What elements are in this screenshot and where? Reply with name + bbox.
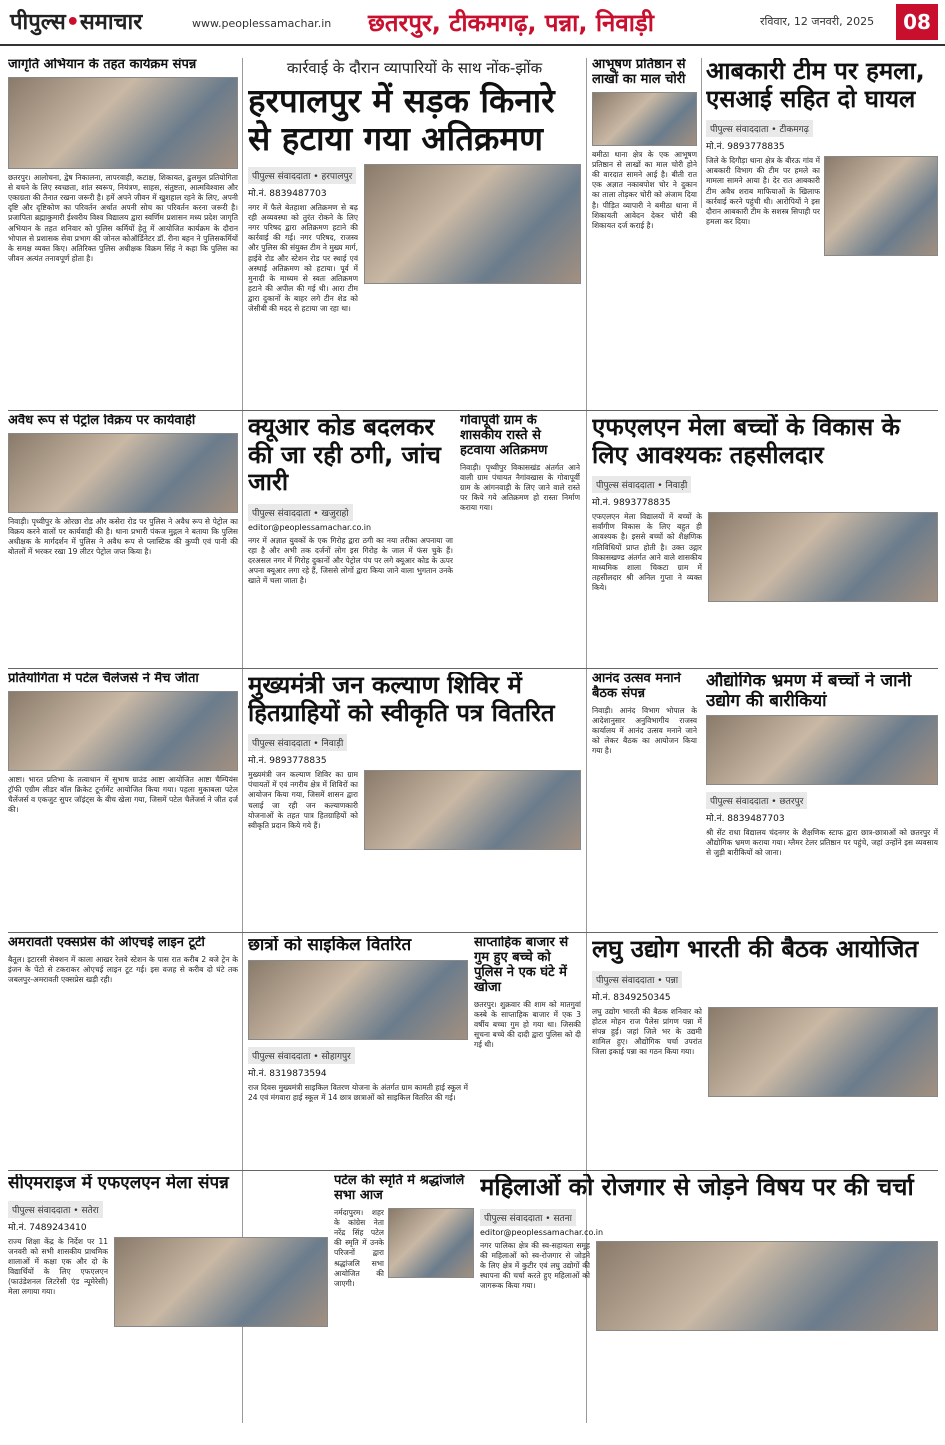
reporter-mobile: मो.नं. 9893778835 xyxy=(592,498,671,509)
article-cm-shivir xyxy=(248,672,581,928)
newspaper-logo[interactable] xyxy=(10,6,142,36)
article-byline: पीपुल्स संवाददाता • निवाड़ी xyxy=(248,734,347,751)
article-body: राज्य शिक्षा केंद्र के निर्देश पर 11 जनवरी को सभी शासकीय प्राथमिक शालाओं में कक्षा एक और दो के विद्यार्थियों के लिए एफएलएन (फाउंडेशनल लिटरेसी एंड न्यूमेरेसी) मेला लगाया गया। xyxy=(8,1236,108,1297)
article-laghu xyxy=(592,936,938,1166)
article-headline: गोवापूर्वी ग्राम के शासकीय रास्ते से हटवाया अतिक्रमण xyxy=(460,414,548,458)
article-headline: साप्ताहिक बाजार से गुम हुए बच्चे को पुलिस ने एक घंटे में खोजा xyxy=(474,936,569,995)
article-abkari xyxy=(706,58,938,406)
editor-email[interactable]: editor@peoplessamachar.co.in xyxy=(480,1227,604,1237)
article-body: नगर पालिका क्षेत्र की स्व-सहायता समूह की महिलाओं को स्व-रोजगार से जोड़ने के लिए क्षेत्र में कुटीर एवं लघु उद्योगों की स्थापना की चर्चा करते हुए महिलाओं को जागरूक किया गया। xyxy=(480,1240,590,1291)
article-headline: आबकारी टीम पर हमला, एसआई सहित दो घायल xyxy=(706,58,925,113)
row-divider xyxy=(8,410,938,411)
edition-title: छतरपुर, टीकमगढ़, पन्ना, निवाड़ी xyxy=(368,9,654,37)
article-harpalpur xyxy=(248,58,581,406)
article-photo xyxy=(364,770,581,850)
reporter-mobile: मो.नं. 9893778835 xyxy=(706,142,785,153)
reporter-mobile: मो.नं. 8349250345 xyxy=(592,992,671,1003)
article-body: नगर में अज्ञात युवकों के एक गिरोह द्वारा ठगी का नया तरीका अपनाया जा रहा है और अभी तक दर्जनों लोग इस गिरोह के जाल में फंस चुके हैं। दरअसल नगर में गिरोह दुकानों और पेट्रोल पंप पर लगे क्यूआर कोड के ऊपर अपना क्यूआर लगा रहे हैं, जिससे लोगों द्वारा किया जाने वाला भुगतान उनके खाते में चला जाता है। xyxy=(248,535,453,586)
article-jagruti xyxy=(8,58,238,406)
article-body: नगर में फैले बेतहाशा अतिक्रमण से बढ़ रही अव्यवस्था को तुरंत रोकने के लिए नगर परिषद द्वारा अतिक्रमण हटाने की कार्रवाई की गई। नगर परिषद, राजस्व और पुलिस की संयुक्त टीम ने मुख्य मार्ग, हाईवे रोड और स्टेशन रोड पर स्थाई एवं अस्थाई अतिक्रमण को हटाया। पूर्व में मुनादी के माध्यम से स्वतः अतिक्रमण हटाने की अपील की गई थी। आरा टीम द्वारा दुकानों के बाहर लगे टीन शेड को जेसीबी की मदद से हटाया जा रहा था। xyxy=(248,202,358,314)
article-byline: पीपुल्स संवाददाता • खजुराहो xyxy=(248,504,353,521)
article-body: बमीठा थाना क्षेत्र के एक आभूषण प्रतिष्ठान से लाखों का माल चोरी होने की वारदात सामने आई है। बीती रात एक अज्ञात नकाबपोश चोर ने दुकान का ताला तोड़कर चोरी को अंजाम दिया है। पीड़ित व्यापारी ने बमीठा थाना में शिकायती आवेदन देकर चोरी की शिकायत दर्ज कराई है। xyxy=(592,149,697,230)
article-headline: मुख्यमंत्री जन कल्याण शिविर में हितग्राहियों को स्वीकृति पत्र वितरित xyxy=(248,672,555,727)
article-photo xyxy=(706,715,938,785)
website-url[interactable]: www.peoplessamachar.in xyxy=(192,17,332,30)
article-photo xyxy=(8,691,238,771)
article-abhushan xyxy=(592,58,697,406)
article-cm-rise xyxy=(8,1174,328,1436)
article-body: लघु उद्योग भारती की बैठक शनिवार को होटल मोहन राज पैलेस प्रांगण पन्ना में संपन्न हुई। जहां जिले भर के उद्यमी शामिल हुए। औद्योगिक चर्चा उपरांत जिला इकाई पन्ना का गठन किया गया। xyxy=(592,1006,702,1057)
article-headline: अमरावती एक्सप्रेस की ओएचई लाइन टूटी xyxy=(8,936,205,950)
article-fln-mela xyxy=(592,414,938,664)
article-body: एफएलएन मेला विद्यालयों में बच्चों के सर्वांगीण विकास के लिए बहुत ही आवश्यक है। इससे बच्चों को शैक्षणिक गतिविधियों प्राप्त होती है। उक्त उद्गार विकासखण्ड अंतर्गत आने वाले शासकीय माध्यमिक शाला चिकटा ग्राम में तहसीलदार श्री अनिल गुप्ता ने व्यक्त किये। xyxy=(592,512,702,593)
article-body: निवाड़ी। आनंद विभाग भोपाल के आदेशानुसार अनुविभागीय राजस्व कार्यालय में आनंद उत्सव मनाने जाने को लेकर बैठक का आयोजन किया गया है। xyxy=(592,705,697,756)
article-kicker: कार्रवाई के दौरान व्यापारियों के साथ नोंक-झोंक xyxy=(286,59,543,77)
article-byline: पीपुल्स संवाददाता • टीकमगढ़ xyxy=(706,120,813,137)
article-patel xyxy=(8,672,238,928)
article-body: छतरपुर। आलोचना, द्वेष निकालना, लापरवाही, कटाक्ष, शिकायत, ढुलमुल प्रतियोगिता से बचने के लिए स्वच्छता, शांत स्वरूप, नियंत्रण, साहस, संतुष्टता, आत्मविश्वास और एकाग्रता की तैनात रखना जरूरी है। हमें अपने जीवन में खुशहाल रहने के लिए, अपनी दृष्टि और दृष्टिकोण का परिवर्तन अर्थात अपनी सोच का परिवर्तन करना जरूरी है। प्रजापिता ब्रह्माकुमारी ईश्वरीय विश्व विद्यालय द्वारा स्वर्णिम प्रशासन मध्य प्रदेश जागृति अभियान के तहत शनिवार को पुलिस कर्मियों हेतु में आयोजित कार्यक्रम के दौरान भोपाल से प्रशासक सेवा प्रभाग की जोनल कोऑर्डिनेटर डॉ. रीना बहन ने पुलिसकर्मियों के समक्ष व्यक्त किए। अतिरिक्त पुलिस अधीक्षक विक्रम सिंह ने कहा कि पुलिस का जीवन अत्यंत तनावपूर्ण होता है। xyxy=(8,172,238,263)
article-byline: पीपुल्स संवाददाता • छतरपुर xyxy=(706,792,807,809)
article-audyogik xyxy=(706,672,938,928)
article-cycle xyxy=(248,936,468,1166)
row-divider xyxy=(8,668,938,669)
article-byline: पीपुल्स संवाददाता • पन्ना xyxy=(592,971,682,988)
article-photo xyxy=(824,156,938,256)
column-divider xyxy=(701,58,702,208)
article-headline: एफएलएन मेला बच्चों के विकास के लिए आवश्यकः तहसीलदार xyxy=(592,414,901,469)
article-headline: औद्योगिक भ्रमण में बच्चों ने जानी उद्योग की बारीकियां xyxy=(706,672,912,711)
article-headline: छात्रों को साइकिल वितरित xyxy=(248,936,412,955)
article-headline: सीएमराइज में एफएलएन मेला संपन्न xyxy=(8,1174,229,1193)
article-photo xyxy=(708,1007,938,1097)
article-body: निवाड़ी। पृथ्वीपुर के ओरछा रोड और कसेरा रोड पर पुलिस ने अवैध रूप से पेट्रोल का विक्रय करने वालों पर कार्यवाही की है। थाना प्रभारी पंकज मुद्गल ने बताया कि पुलिस अधीक्षक के मार्गदर्शन में पुलिस ने अवैध रूप से प्लास्टिक की कुप्पी एवं पानी की बोतलों में भरकर रखा 19 लीटर पेट्रोल जप्त किया है। xyxy=(8,516,238,557)
article-amravati xyxy=(8,936,238,1166)
article-body: मुख्यमंत्री जन कल्याण शिविर का ग्राम पंचायतों में एवं नगरीय क्षेत्र में शिविरों का आयोजन किया गया, जिसमें शासन द्वारा चलाई जा रही जन कल्याणकारी योजनाओं के तहत पात्र हितग्राहियों को स्वीकृति प्रदान किये गये हैं। xyxy=(248,770,358,830)
article-headline: प्रतियोगिता में पटेल चैलेंजर्स ने मैच जीता xyxy=(8,672,199,686)
article-headline: क्यूआर कोड बदलकर की जा रही ठगी, जांच जारी xyxy=(248,414,441,497)
masthead xyxy=(0,0,945,46)
article-headline: आनंद उत्सव मनाने बैठक संपन्न xyxy=(592,672,681,701)
logo-dot: • xyxy=(65,10,80,35)
article-headline: पटेल की स्मृति में श्रद्धांजलि सभा आज xyxy=(334,1174,465,1203)
article-body: आष्टा। भारत प्रतिभा के तत्वाधान में सुभाष ग्राउंड आष्टा आयोजित आष्टा चैम्पियंस ट्रॉफी एग्रीम लीडर बॉल क्रिकेट टूर्नामेंट आयोजित किया गया। पहला मुकाबला पटेल चैलेंजर्स व एकजुट सुपर जॉइंट्स के बीच खेला गया, जिसमें पटेल चैलेंजर्स ने जीत दर्ज की। xyxy=(8,774,238,815)
logo-left-text: पीपुल्स xyxy=(10,10,66,35)
article-photo xyxy=(364,164,581,284)
article-mahila xyxy=(480,1174,938,1436)
reporter-mobile: मो.नं. 8319873594 xyxy=(248,1068,327,1079)
reporter-mobile: मो.नं. 8839487703 xyxy=(706,814,785,825)
reporter-mobile: मो.नं. 9893778835 xyxy=(248,756,327,767)
article-byline: पीपुल्स संवाददाता • सतना xyxy=(480,1209,576,1226)
article-photo xyxy=(596,1241,938,1331)
article-body: छतरपुर। शुक्रवार की शाम को मातगुवां कस्बे के साप्ताहिक बाजार में एक 3 वर्षीय बच्चा गुम हो गया था। जिसकी सूचना बच्चे की दादी द्वारा पुलिस को दी गई थी। xyxy=(474,999,581,1050)
article-qr-code xyxy=(248,414,453,664)
article-headline: अवैध रूप से पेट्रोल विक्रय पर कार्यवाही xyxy=(8,414,196,428)
article-patel-smriti xyxy=(334,1174,474,1436)
reporter-mobile: मो.नं. 7489243410 xyxy=(8,1222,87,1233)
article-byline: पीपुल्स संवाददाता • हरपालपुर xyxy=(248,167,356,184)
article-body: जिले के दिगौड़ा थाना क्षेत्र के बीरऊ गांव में आबकारी विभाग की टीम पर हमले का मामला सामने आया है। देर रात आबकारी टीम अवैध शराब माफियाओं के खिलाफ कार्रवाई करने पहुंची थी। आरोपियों ने इस दौरान आबकारी टीम के सशस्त्र सिपाही पर हमला कर दिया। xyxy=(706,156,820,226)
article-photo xyxy=(592,92,697,146)
article-headline: आभूषण प्रतिष्ठान से लाखों का माल चोरी xyxy=(592,58,686,87)
article-photo xyxy=(8,433,238,513)
article-anand xyxy=(592,672,697,928)
article-petrol xyxy=(8,414,238,664)
article-gauvapuri xyxy=(460,414,580,664)
article-photo xyxy=(248,960,468,1040)
article-byline: पीपुल्स संवाददाता • सोहागपुर xyxy=(248,1047,355,1064)
article-body: नर्मदापुरम। शहर के कांग्रेस नेता नरेंद्र सिंह पटेल की स्मृति में उनके परिजनों द्वारा श्रद्धांजलि सभा आयोजित की जाएगी। xyxy=(334,1207,384,1288)
row-divider xyxy=(8,1170,938,1171)
article-photo xyxy=(388,1208,474,1278)
editor-email[interactable]: editor@peoplessamachar.co.in xyxy=(248,522,372,532)
article-body: श्री सेंट राधा विद्यालय चंदनगर के शैक्षणिक स्टाफ द्वारा छात्र-छात्राओं को छतरपुर में औद्योगिक भ्रमण कराया गया। ग्लैमर टेलर प्रतिष्ठान पर पहुंचे, जहां उन्होंने इस व्यवसाय से जुड़ी बारीकियों को जाना। xyxy=(706,828,938,858)
article-body: निवाड़ी। पृथ्वीपुर विकासखंड अंतर्गत आने वाली ग्राम पंचायत नैगांवखास के गोवापूर्वी ग्राम के आंगनवाड़ी के लिए जाने वाले रास्ते पर किये गये अतिक्रमण हो रास्ता निर्माण कराया गया। xyxy=(460,462,580,513)
page-number: 08 xyxy=(896,4,938,40)
article-headline: महिलाओं को रोजगार से जोड़ने विषय पर की चर्चा xyxy=(480,1174,914,1201)
article-photo xyxy=(708,512,938,602)
article-byline: पीपुल्स संवाददाता • सतेरा xyxy=(8,1201,103,1218)
reporter-mobile: मो.नं. 8839487703 xyxy=(248,188,327,199)
article-saptahik xyxy=(474,936,581,1166)
row-divider xyxy=(8,932,938,933)
article-byline: पीपुल्स संवाददाता • निवाड़ी xyxy=(592,476,691,493)
article-photo xyxy=(114,1237,328,1327)
logo-right-text: समाचार xyxy=(79,10,143,35)
article-photo xyxy=(8,77,238,169)
article-body: राज दिवस मुख्यमंत्री साइकिल वितरण योजना के अंतर्गत ग्राम कामती हाई स्कूल में 24 एवं मंगवारा हाई स्कूल में 14 छात्र छात्राओं को साइकिल वितरित की गई। xyxy=(248,1082,468,1102)
article-headline: जागृति अभियान के तहत कार्यक्रम संपन्न xyxy=(8,58,197,72)
issue-date: रविवार, 12 जनवरी, 2025 xyxy=(760,15,875,28)
article-body: बैतूल। इटारसी सेक्शन में काला आखर रेलवे स्टेशन के पास रात करीब 2 बजे ट्रेन के इंजन के पेंटो से टकराकर ओएचई लाइन टूट गई। इस वजह से करीब दो घंटे तक जबलपुर-अमरावती एक्सप्रेस खड़ी रही। xyxy=(8,954,238,985)
article-headline: लघु उद्योग भारती की बैठक आयोजित xyxy=(592,936,919,963)
article-headline: हरपालपुर में सड़क किनारे से हटाया गया अतिक्रमण xyxy=(248,81,555,158)
